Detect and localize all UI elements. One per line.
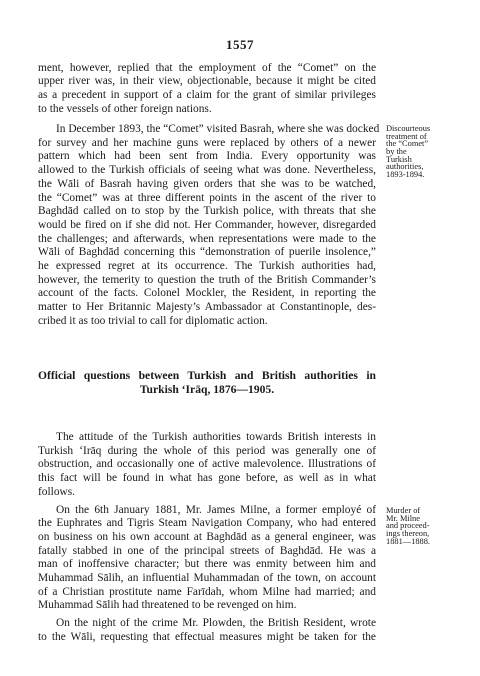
text-line: On the 6th January 1881, Mr. James Milne, a former employé of	[56, 504, 376, 516]
margin-note-line: Murder of	[386, 506, 421, 515]
text-line: this fact will be found in what has gone before, as well as in what	[38, 472, 376, 484]
text-line: would be fired on if she did not. Her Commander, however, disregarded	[38, 219, 376, 231]
margin-note-line: ings thereon,	[386, 529, 430, 538]
text-line: Baghdād called on to stop by the Turkish police, with threats that she	[38, 205, 376, 217]
text-line: account of the facts. Colonel Mockler, the Resident, in reporting the	[38, 287, 376, 299]
text-line: allowed to the Turkish officials of seeing what was done. Nevertheless,	[38, 164, 376, 176]
text-line: on business on his own account at Baghdād as a general engineer, was	[38, 531, 376, 543]
text-line: man of inoffensive character; but there was enmity between him and	[38, 558, 376, 570]
text-line: however, the temerity to question the truth of the British Commander’s	[38, 274, 376, 286]
text-line: The attitude of the Turkish authorities towards British interests in	[56, 431, 376, 443]
text-line: matter to Her Britannic Majesty’s Ambassador at Constantinople, des-	[38, 301, 376, 313]
margin-note-line: and proceed-	[386, 521, 430, 530]
text-line: as a precedent in support of a claim for the grant of similar privileges	[38, 89, 376, 101]
text-line: he expressed regret at its occurrence. The Turkish authorities had,	[38, 260, 376, 272]
text-line: In December 1893, the “Comet” visited Basrah, where she was docked	[56, 123, 380, 135]
text-line: upper river was, in their view, objectionable, because it might be cited	[38, 75, 376, 87]
text-line: the Euphrates and Tigris Steam Navigation Company, who had entered	[38, 517, 376, 529]
text-line: for survey and her machine guns were replaced by others of a newer	[38, 137, 376, 149]
section-heading-line: Official questions between Turkish and British authorities in	[38, 369, 376, 382]
margin-note-line: by the	[386, 147, 407, 156]
text-line: Turkish ‘Irāq during the whole of this period was generally one of	[38, 445, 376, 457]
text-line: ment, however, replied that the employment of the “Comet” on the	[38, 62, 376, 74]
margin-note-line: Discourteous	[386, 124, 431, 133]
text-line: of a Christian prostitute name Farīdah, whom Milne had married; and	[38, 586, 376, 598]
margin-note-line: Turkish	[386, 155, 412, 164]
text-line: Muhammad Sālih, an influential Muhammadan of the town, on account	[38, 572, 376, 584]
text-line: Wāli of Baghdād concerning this “demonstration of puerile insolence,”	[38, 246, 376, 258]
text-line: the Wāli of Basrah having given orders that she was to be watched,	[38, 178, 376, 190]
text-line: On the night of the crime Mr. Plowden, the British Resident, wrote	[56, 617, 376, 629]
text-line: fatally stabbed in one of the principal streets of Baghdād. He was a	[38, 545, 376, 557]
section-heading-line: Turkish ‘Irāq, 1876—1905.	[139, 383, 275, 396]
margin-note-line: authorities,	[386, 162, 424, 171]
text-line: obstruction, and occasionally one of active malevolence. Illustrations of	[38, 458, 376, 470]
margin-note-line: 1893-1894.	[386, 170, 425, 179]
text-line: the challenges; and afterwards, when representations were made to the	[38, 233, 376, 245]
text-line: cribed it as too trivial to call for diplomatic action.	[38, 315, 268, 327]
margin-note-line: Mr. Milne	[386, 514, 420, 523]
text-line: follows.	[38, 486, 76, 498]
margin-note-line: treatment of	[386, 132, 427, 141]
margin-note-line: the “Comet”	[386, 139, 429, 148]
text-line: the “Comet” was at three different points in the ascent of the river to	[38, 192, 376, 204]
text-line: to the Wāli, requesting that effectual measures might be taken for the	[38, 631, 376, 643]
page-number: 1557	[226, 37, 254, 52]
text-line: pattern which had been sent from India. Every opportunity was	[38, 150, 376, 162]
text-line: to the vessels of other foreign nations.	[38, 103, 212, 115]
margin-note-line: 1881—1888.	[386, 537, 430, 546]
text-line: Muhammad Sālih had threatened to be revenged on him.	[38, 599, 297, 611]
